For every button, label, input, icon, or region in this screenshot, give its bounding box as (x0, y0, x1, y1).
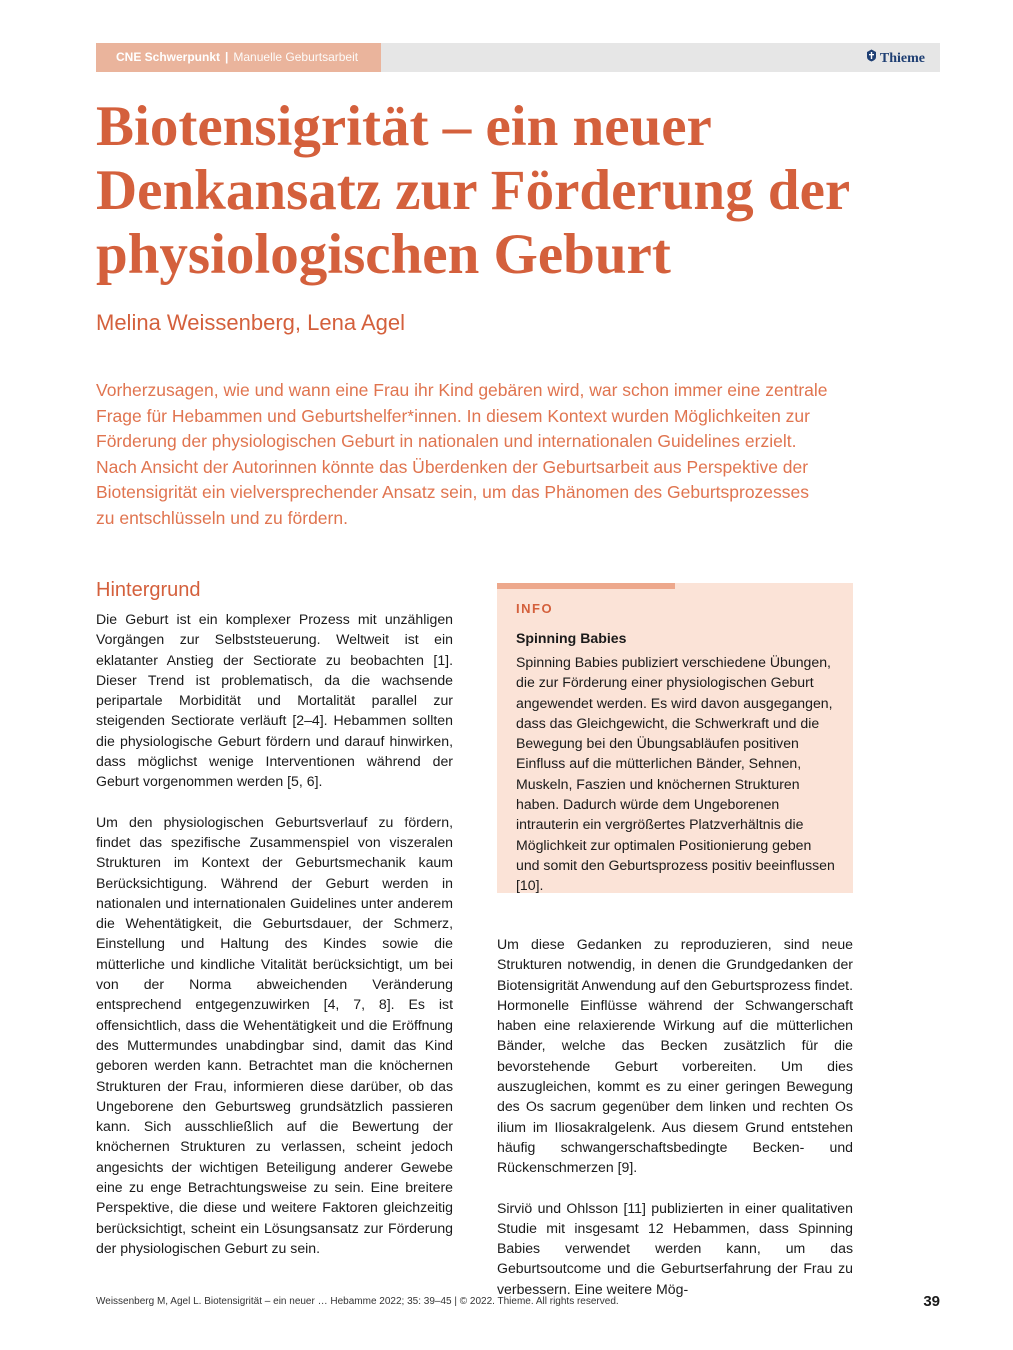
article-abstract: Vorherzusagen, wie und wann eine Frau ihr Kind gebären wird, war schon immer eine zentrale Frage für Hebammen und Geburtshelfer*innen. In diesem Kontext wurden Möglichkeiten zur Förderung der physiologischen Geburt in nationalen und internationalen Guidelines erzielt. Nach Ansicht der Autorinnen könnte das Überdenken der Geburtsarbeit aus Perspektive der Biotensigrität ein vielversprechender Ansatz sein, um das Phänomen des Geburtsprozesses zu entschlüsseln und zu fördern. (96, 380, 828, 528)
info-box-text: Spinning Babies publiziert verschiedene Übungen, die zur Förderung einer physiologischen Geburt angewendet werden. Es wird davon ausgegangen, dass das Gleichgewicht, die Schwerkraft und die Bewegung bei den Übungsabläufen positiven Einfluss auf die mütterlichen Bänder, Sehnen, Muskeln, Faszien und knöchernen Strukturen haben. Dadurch würde dem Ungeborenen intrauterin ein vergrößertes Platzverhältnis die Möglichkeit zur optimalen Positionierung geben und somit den Geburtsprozess positiv beeinflussen [10]. (516, 654, 835, 894)
info-box-title: Spinning Babies (516, 630, 627, 646)
info-box-label: INFO (516, 601, 554, 616)
section-separator: | (225, 50, 229, 64)
section-tag (96, 43, 381, 72)
body-paragraph: Die Geburt ist ein komplexer Prozess mit unzähligen Vorgängen zur Selbststeuerung. Weltweit ist ein eklatanter Anstieg der Sectiorate zu beobachten [1]. Dieser Trend ist problematisch, da die wachsende peripartale Morbidität und Mortalität parallel zur steigenden Sectiorate verläuft [2–4]. Hebammen sollten die physiologische Geburt fördern und darauf hinwirken, dass möglichst wenige Interventionen während der Geburt vorgenommen werden [5, 6]. (96, 611, 453, 790)
body-paragraph: Um diese Gedanken zu reproduzieren, sind neue Strukturen notwendig, in denen die Grundgedanken der Biotensigrität Anwendung auf den Geburtsprozess findet. Hormonelle Einflüsse während der Schwangerschaft haben eine relaxierende Wirkung auf die mütterlichen Bänder, welche das Becken zusätzlich für die bevorstehende Geburt vorbereiten. Um dies auszugleichen, kommt es zu einer geringen Bewegung des Os sacrum gegenüber dem linken und rechten Os ilium im Iliosakralgelenk. Aus diesem Grund entstehen häufig schwangerschaftsbedingte Becken- und Rückenschmerzen [9]. (497, 936, 853, 1176)
section-label: CNE Schwerpunkt (116, 50, 221, 64)
body-paragraph: Sirviö und Ohlsson [11] publizierten in einer qualitativen Studie mit insgesamt 12 Hebammen, dass Spinning Babies verwendet werden kann, um das Geburtsoutcome und die Geburtserfahrung der Frau zu verbessern. Eine weitere Mög- (497, 1199, 853, 1297)
page-number: 39 (923, 1293, 940, 1310)
section-heading: Hintergrund (96, 579, 201, 601)
footer-citation: Weissenberg M, Agel L. Biotensigrität – ein neuer … Hebamme 2022; 35: 39–45 | © 2022. Thieme. All rights reserved. (96, 1296, 619, 1307)
publisher-logo (866, 43, 925, 72)
thieme-emblem-icon (866, 43, 877, 72)
publisher-name: Thieme (879, 51, 925, 66)
right-column (497, 934, 853, 1319)
article-title: Biotensigrität – ein neuer Denkansatz zur Förderung der physiologischen Geburt (96, 95, 850, 286)
article-authors: Melina Weissenberg, Lena Agel (96, 310, 406, 335)
info-box-accent (497, 583, 675, 589)
body-paragraph: Um den physiologischen Geburtsverlauf zu fördern, findet das spezifische Zusammenspiel von viszeralen Strukturen im Kontext der Geburtsmechanik kaum Berücksichtigung. Während der Geburt werden in nationalen und internationalen Guidelines unter anderem die Wehentätigkeit, die Geburtsdauer, der Schmerz, Einstellung und Haltung des Kindes sowie die mütterliche und kindliche Vitalität berücksichtigt, um bei von der Norma abweichenden Veränderung entsprechend entgegenzuwirken [4, 7, 8]. Es ist offensichtlich, dass die Wehentätigkeit und die Eröffnung des Muttermundes unabdingbar sind, damit das Kind geboren werden kann. Betrachtet man die knöchernen Strukturen der Frau, informieren diese darüber, ob das Ungeborene den Geburtsweg grundsätzlich passieren kann. Sich ausschließlich auf die Bewertung der knöchernen Strukturen zu verlassen, scheint jedoch angesichts der wichtigen Beteiligung anderer Gewebe eine zu enge Betrachtungsweise zu sein. Eine breitere Perspektive, die diese und weitere Faktoren gleichzeitig berücksichtigt, scheint ein Lösungsansatz zur Förderung der physiologischen Geburt zu sein. (96, 813, 453, 1256)
left-column (96, 609, 453, 1278)
info-box (497, 583, 853, 893)
subsection-label: Manuelle Geburtsarbeit (233, 50, 359, 64)
